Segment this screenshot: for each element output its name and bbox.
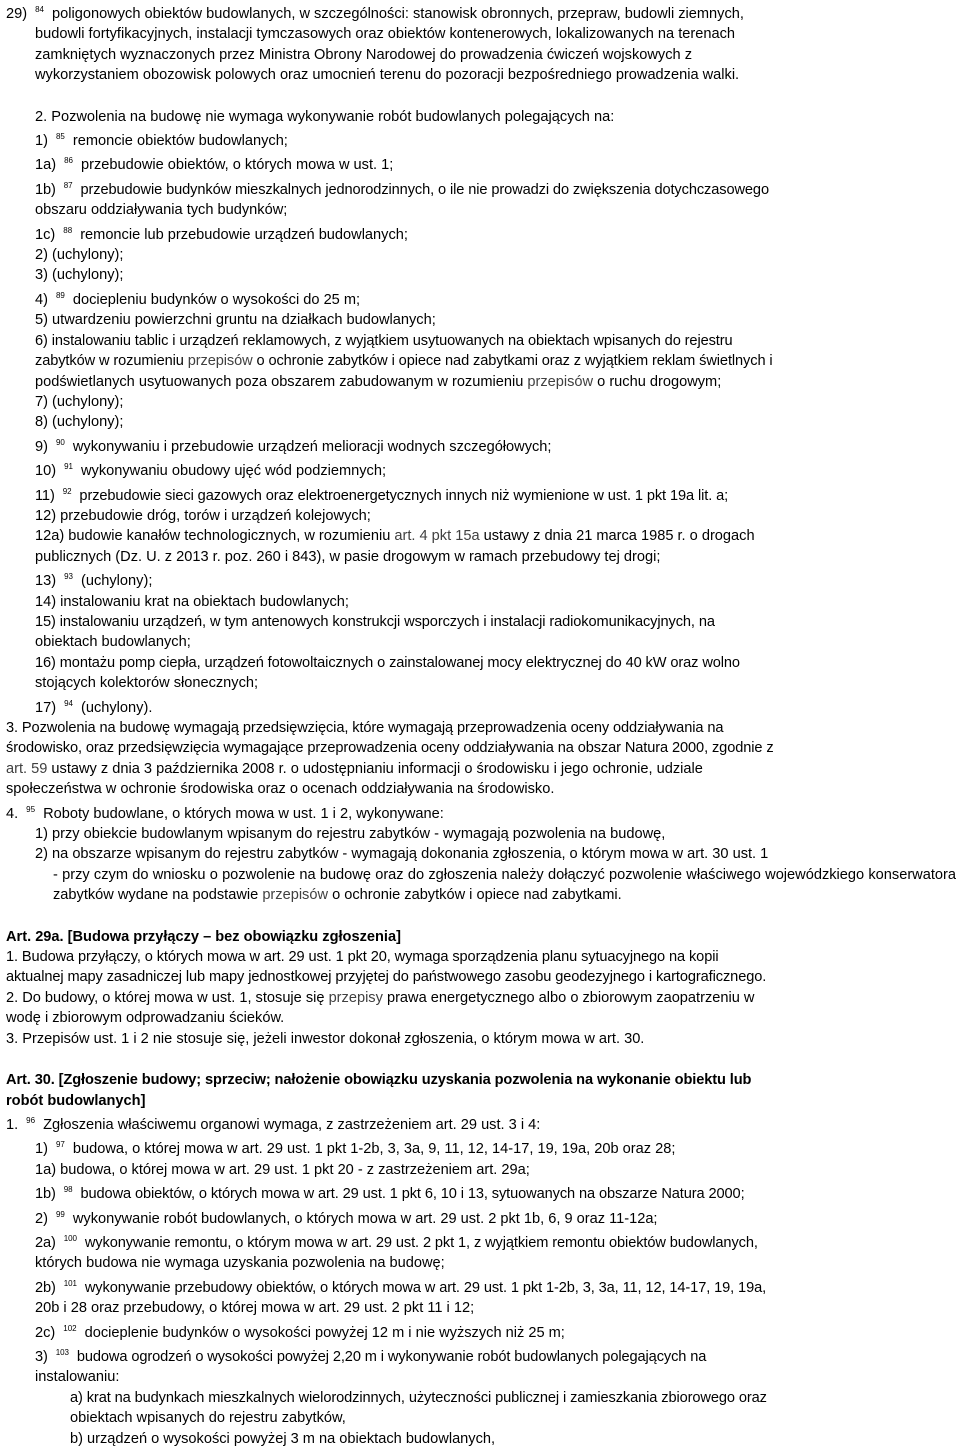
paragraph-block: - przy czym do wniosku o pozwolenie na budowę oraz do zgłoszenia należy dołączyć pozwolenie właściwego wojewódzkiego konserwatora zabytków wydane na podstawie przepisów o ochronie zabytków i opiece nad zabytkami. (53, 866, 956, 904)
article-heading: Art. 30. [Zgłoszenie budowy; sprzeciw; nałożenie obowiązku uzyskania pozwolenia na wykonanie obiektu lub (6, 1072, 752, 1089)
paragraph-line: środowisko, oraz przedsięwzięcia wymagające przeprowadzenia oceny oddziaływania na obszar Natura 2000, zgodnie z (6, 740, 774, 757)
item-text-line: budowli fortyfikacyjnych, instalacji tymczasowych oraz obiektów kontenerowych, lokalizowanych na terenach (35, 26, 736, 43)
article-heading-line: robót budowlanych] (6, 1092, 146, 1109)
paragraph-line: społeczeństwa w ochronie środowiska oraz o ocenach oddziaływania na środowisko. (6, 781, 555, 798)
footnote-ref[interactable]: 97 (55, 1140, 65, 1150)
law-link[interactable]: przepisów (527, 373, 594, 390)
list-item: 14) instalowaniu krat na obiektach budowlanych; (35, 593, 349, 610)
paragraph-line: art. 59 ustawy z dnia 3 października 2008 r. o udostępnianiu informacji o środowisku i jego ochronie, udziale (6, 760, 703, 777)
footnote-ref[interactable]: 90 (55, 437, 65, 447)
paragraph-line: wodę i zbiorowym odprowadzaniu ścieków. (6, 1010, 285, 1027)
item-number: 29) (6, 6, 28, 22)
footnote-ref[interactable]: 98 (63, 1185, 73, 1195)
item-text-line: obszaru oddziaływania tych budynków; (35, 202, 288, 219)
section-heading: 2. Pozwolenia na budowę nie wymaga wykonywanie robót budowlanych polegających na: (35, 108, 615, 125)
paragraph-line: 4. $^{95}$ Roboty budowlane, o których mowa w ust. 1 i 2, wykonywane: (6, 804, 444, 822)
list-item: 1) $^{85}$ remoncie obiektów budowlanych; (35, 132, 288, 150)
sub-item: a) krat na budynkach mieszkalnych wielorodzinnych, użyteczności publicznej i zamieszkania zbiorowego oraz (70, 1389, 767, 1406)
footnote-ref[interactable]: 84 (35, 5, 44, 14)
item-text-line: publicznych (Dz. U. z 2013 r. poz. 260 i 843), w pasie drogowym w ramach przebudowy tej drogi; (35, 548, 661, 565)
sub-item: b) urządzeń o wysokości powyżej 3 m na obiektach budowlanych, (70, 1430, 496, 1447)
list-item: 1b) $^{87}$ przebudowie budynków mieszkalnych jednorodzinnych, o ile nie prowadzi do zwiększenia dotychczasowego (35, 180, 769, 198)
list-item: 2a) $^{100}$ wykonywanie remontu, o którym mowa w art. 29 ust. 2 pkt 1, z wyjątkiem remontu obiektów budowlanych, (35, 1233, 758, 1251)
list-item: 8) (uchylony); (35, 414, 124, 431)
item-text: poligonowych obiektów budowlanych, w szczególności: stanowisk obronnych, przepraw, budowli ziemnych, (52, 6, 744, 22)
item-text-line: których budowa nie wymaga uzyskania pozwolenia na budowę; (35, 1255, 445, 1272)
list-item: 2c) $^{102}$ docieplenie budynków o wysokości powyżej 12 m i nie wyższych niż 25 m; (35, 1323, 565, 1341)
paragraph-line: 3. Przepisów ust. 1 i 2 nie stosuje się, jeżeli inwestor dokonał zgłoszenia, o którym mowa w art. 30. (6, 1030, 645, 1047)
footnote-ref[interactable]: 87 (63, 180, 73, 190)
law-link[interactable]: przepisy (328, 989, 383, 1006)
item-text-line: 20b i 28 oraz przebudowy, o której mowa w art. 29 ust. 2 pkt 11 i 12; (35, 1300, 475, 1317)
law-link[interactable]: art. 59 (6, 760, 48, 777)
footnote-ref[interactable]: 103 (55, 1347, 69, 1357)
article-heading: Art. 29a. [Budowa przyłączy – bez obowiązku zgłoszenia] (6, 928, 401, 945)
list-item: 16) montażu pomp ciepła, urządzeń fotowoltaicznych o zainstalowanej mocy elektrycznej do 40 kW oraz wolno (35, 654, 740, 671)
paragraph-line: 2. Do budowy, o której mowa w ust. 1, stosuje się przepisy prawa energetycznego albo o zbiorowym zaopatrzeniu w (6, 989, 755, 1006)
list-item: 17) $^{94}$ (uchylony). (35, 698, 153, 716)
item-text-line: stojących kolektorów słonecznych; (35, 675, 259, 692)
list-item (6, 0, 956, 24)
item-text-line: podświetlanych usytuowanych poza obszarem zabudowanym w rozumieniu przepisów o ruchu drogowym; (35, 373, 722, 390)
list-item: 1) $^{97}$ budowa, o której mowa w art. 29 ust. 1 pkt 1-2b, 3, 3a, 9, 11, 12, 14-17, 19, 19a, 20b oraz 28; (35, 1140, 676, 1158)
footnote-ref[interactable]: 95 (26, 804, 36, 814)
list-item: 1) przy obiekcie budowlanym wpisanym do rejestru zabytków - wymagają pozwolenia na budowę, (35, 826, 666, 843)
footnote-ref[interactable]: 86 (64, 156, 73, 166)
footnote-ref[interactable]: 94 (64, 698, 73, 708)
list-item: 1b) $^{98}$ budowa obiektów, o których mowa w art. 29 ust. 1 pkt 6, 10 i 13, sytuowanych na obszarze Natura 2000; (35, 1185, 745, 1203)
paragraph-line: aktualnej mapy zasadniczej lub mapy jednostkowej przyjętej do państwowego zasobu geodezyjnego i kartograficznego. (6, 969, 767, 986)
list-item: 5) utwardzeniu powierzchni gruntu na działkach budowlanych; (35, 312, 436, 329)
list-item: 11) $^{92}$ przebudowie sieci gazowych oraz elektroenergetycznych innych niż wymienione w ust. 1 pkt 19a lit. a; (35, 486, 729, 504)
footnote-ref[interactable]: 99 (55, 1209, 65, 1219)
footnote-ref[interactable]: 102 (63, 1323, 77, 1333)
footnote-ref[interactable]: 93 (64, 572, 73, 582)
list-item: 7) (uchylony); (35, 393, 124, 410)
footnote-ref[interactable]: 85 (55, 132, 65, 142)
law-link[interactable]: przepisów (262, 887, 329, 904)
list-item: 3) (uchylony); (35, 267, 124, 284)
footnote-ref[interactable]: 96 (26, 1115, 36, 1125)
paragraph-line: 1. Budowa przyłączy, o których mowa w art. 29 ust. 1 pkt 20, wymaga sporządzenia planu sytuacyjnego na kopii (6, 949, 719, 966)
list-item: 15) instalowaniu urządzeń, w tym antenowych konstrukcji wsporczych i instalacji radiokomunikacyjnych, na (35, 613, 715, 630)
law-link[interactable]: art. 4 pkt 15a (394, 528, 480, 545)
list-item: 1c) $^{88}$ remoncie lub przebudowie urządzeń budowlanych; (35, 225, 408, 243)
item-text-line: zamkniętych wyznaczonych przez Ministra Obrony Narodowej do prowadzenia ćwiczeń wojskowych z (35, 46, 692, 63)
list-item: 13) $^{93}$ (uchylony); (35, 572, 153, 590)
footnote-ref[interactable]: 88 (63, 225, 73, 235)
footnote-ref[interactable]: 92 (62, 486, 72, 496)
paragraph-line: 1. $^{96}$ Zgłoszenia właściwemu organowi wymaga, z zastrzeżeniem art. 29 ust. 3 i 4: (6, 1115, 541, 1133)
list-item: 2) (uchylony); (35, 247, 124, 264)
paragraph-line: 3. Pozwolenia na budowę wymagają przedsięwzięcia, które wymagają przeprowadzenia oceny oddziaływania na (6, 720, 724, 736)
list-item: 3) $^{103}$ budowa ogrodzeń o wysokości powyżej 2,20 m i wykonywanie robót budowlanych polegających na (35, 1347, 707, 1365)
footnote-ref[interactable]: 101 (63, 1278, 77, 1288)
list-item: 6) instalowaniu tablic i urządzeń reklamowych, z wyjątkiem usytuowanych na obiektach wpisanych do rejestru (35, 332, 733, 349)
list-item: 2) $^{99}$ wykonywanie robót budowlanych, o których mowa w art. 29 ust. 2 pkt 1b, 6, 9 oraz 11-12a; (35, 1209, 658, 1227)
list-item: 1a) budowa, o której mowa w art. 29 ust. 1 pkt 20 - z zastrzeżeniem art. 29a; (35, 1161, 530, 1178)
list-item: 12a) budowie kanałów technologicznych, w rozumieniu art. 4 pkt 15a ustawy z dnia 21 marca 1985 r. o drogach (35, 528, 755, 545)
footnote-ref[interactable]: 91 (64, 462, 73, 472)
item-text-line: instalowaniu: (35, 1369, 120, 1386)
item-text-line: wykorzystaniem obozowisk polowych oraz umocnień terenu do pozoracji bezpośredniego prowadzenia walki. (35, 67, 740, 84)
footnote-ref[interactable]: 89 (55, 290, 65, 300)
law-link[interactable]: przepisów (187, 353, 253, 370)
list-item: 10) $^{91}$ wykonywaniu obudowy ujęć wód podziemnych; (35, 462, 387, 480)
item-text-line: zabytków w rozumieniu przepisów o ochronie zabytków i opiece nad zabytkami oraz z wyjątkiem reklam świetlnych i (35, 353, 773, 370)
list-item: 9) $^{90}$ wykonywaniu i przebudowie urządzeń melioracji wodnych szczegółowych; (35, 437, 552, 455)
list-item: 4) $^{89}$ dociepleniu budynków o wysokości do 25 m; (35, 290, 361, 308)
list-item: 1a) $^{86}$ przebudowie obiektów, o których mowa w ust. 1; (35, 156, 394, 174)
list-item: 2b) $^{101}$ wykonywanie przebudowy obiektów, o których mowa w art. 29 ust. 1 pkt 1-2b, 3, 3a, 11, 12, 14-17, 19, 19a, (35, 1278, 767, 1296)
footnote-ref[interactable]: 100 (63, 1233, 77, 1243)
list-item: 2) na obszarze wpisanym do rejestru zabytków - wymagają dokonania zgłoszenia, o którym mowa w art. 30 ust. 1 (35, 846, 769, 863)
item-text-line: obiektach budowlanych; (35, 634, 191, 651)
item-text-line: obiektach wpisanych do rejestru zabytków, (70, 1410, 346, 1427)
list-item: 12) przebudowie dróg, torów i urządzeń kolejowych; (35, 507, 371, 524)
